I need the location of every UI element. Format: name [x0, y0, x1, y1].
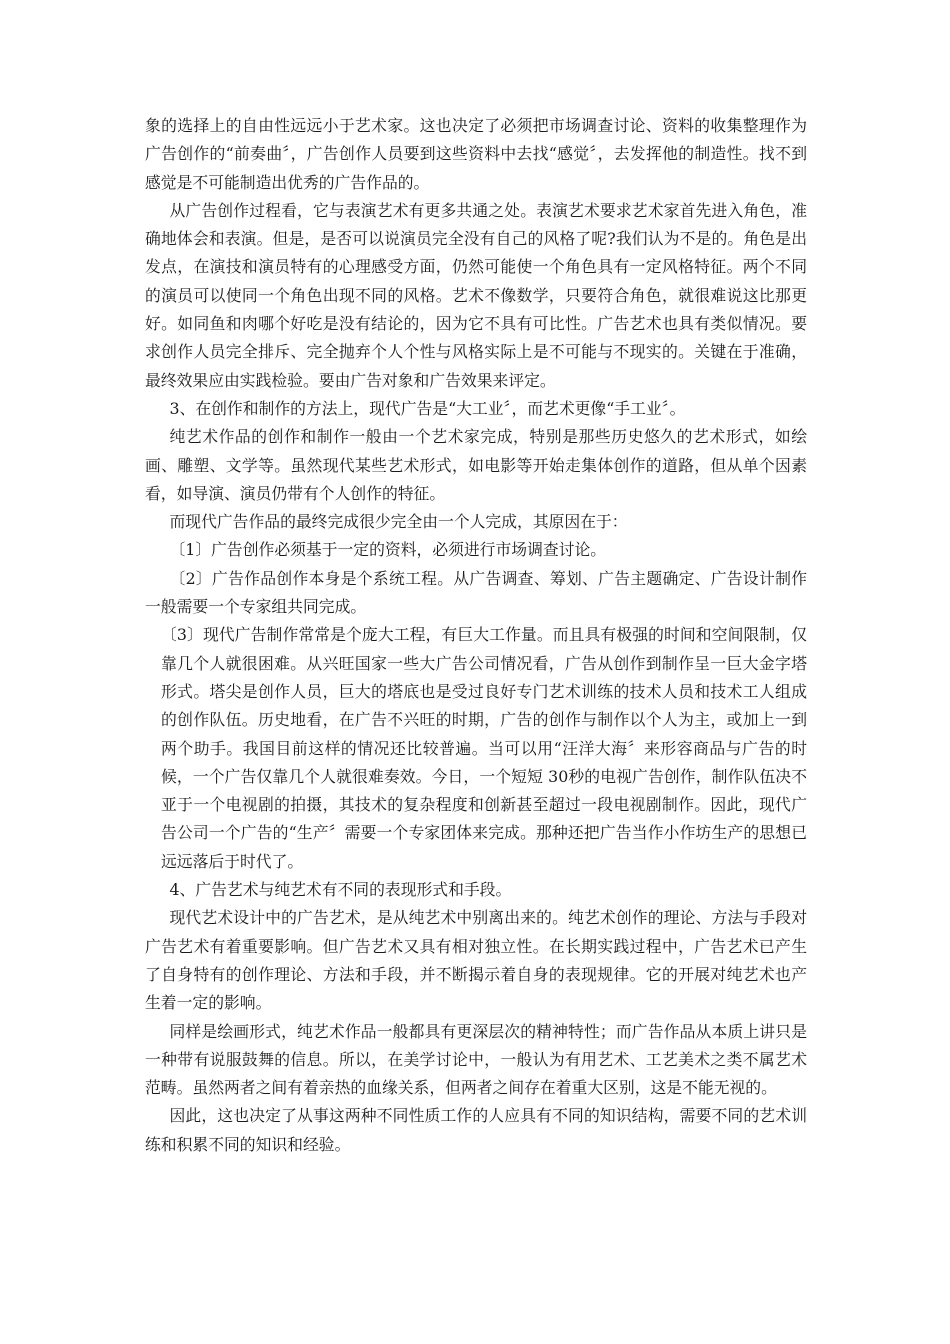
list-item: 〔2〕广告作品创作本身是个系统工程。从广告调查、筹划、广告主题确定、广告设计制作一般需要一个专家组共同完成。 [145, 568, 807, 617]
list-item: 〔3〕现代广告制作常常是个庞大工程，有巨大工作量。而且具有极强的时间和空间限制，仅靠几个人就很困难。从兴旺国家一些大广告公司情况看，广告从创作到制作呈一巨大金字塔形式。塔尖是创作人员，巨大的塔底也是受过良好专门艺术训练的技术人员和技术工人组成的创作队伍。历史地看，在广告不兴旺的时期，广告的创作与制作以个人为主，或加上一到两个助手。我国目前这样的情况还比较普遍。当可以用“汪洋大海〞来形容商品与广告的时候，一个广告仅靠几个人就很难奏效。今日，一个短短 30秒的电视广告创作，制作队伍决不亚于一个电视剧的拍摄，其技术的复杂程度和创新甚至超过一段电视剧制作。因此，现代广告公司一个广告的“生产〞需要一个专家团体来完成。那种还把广告当作小作坊生产的思想已远远落后于时代了。 [161, 625, 807, 871]
list-item: 〔1〕广告创作必须基于一定的资料，必须进行市场调查讨论。 [169, 540, 607, 560]
paragraph: 因此，这也决定了从事这两种不同性质工作的人应具有不同的知识结构，需要不同的艺术训练和积累不同的知识和经验。 [145, 1106, 807, 1154]
paragraph: 纯艺术作品的创作和制作一般由一个艺术家完成，特别是那些历史悠久的艺术形式，如绘画、雕塑、文学等。虽然现代某些艺术形式，如电影等开始走集体创作的道路，但从单个因素看，如导演、演员仍带有个人创作的特征。 [145, 427, 807, 503]
paragraph: 同样是绘画形式，纯艺术作品一般都具有更深层次的精神特性；而广告作品从本质上讲只是一种带有说服鼓舞的信息。所以，在美学讨论中，一般认为有用艺术、工艺美术之类不属艺术范畴。虽然两者之间有着亲热的血缘关系，但两者之间存在着重大区别，这是不能无视的。 [145, 1021, 807, 1098]
paragraph: 3、在创作和制作的方法上，现代广告是“大工业〞，而艺术更像“手工业〞。 [169, 398, 686, 418]
paragraph: 象的选择上的自由性远远小于艺术家。这也决定了必须把市场调查讨论、资料的收集整理作为广告创作的“前奏曲〞，广告创作人员要到这些资料中去找“感觉〞，去发挥他的制造性。找不到感觉是不可能制造出优秀的广告作品的。 [145, 116, 807, 192]
section-heading: 4、广告艺术与纯艺术有不同的表现形式和手段。 [169, 880, 512, 900]
paragraph: 现代艺术设计中的广告艺术，是从纯艺术中别离出来的。纯艺术创作的理论、方法与手段对广告艺术有着重要影响。但广告艺术又具有相对独立性。在长期实践过程中，广告艺术已产生了自身特有的创作理论、方法和手段，并不断揭示着自身的表现规律。它的开展对纯艺术也产生着一定的影响。 [145, 908, 807, 1013]
document-body [145, 112, 807, 1159]
paragraph: 而现代广告作品的最终完成很少完全由一个人完成，其原因在于： [169, 512, 628, 532]
paragraph: 从广告创作过程看，它与表演艺术有更多共通之处。表演艺术要求艺术家首先进入角色，准确地体会和表演。但是，是否可以说演员完全没有自己的风格了呢?我们认为不是的。角色是出发点，在演技和演员特有的心理感受方面，仍然可能使一个角色具有一定风格特征。两个不同的演员可以使同一个角色出现不同的风格。艺术不像数学，只要符合角色，就很难说这比那更好。如同鱼和肉哪个好吃是没有结论的，因为它不具有可比性。广告艺术也具有类似情况。要求创作人员完全排斥、完全抛弃个人个性与风格实际上是不可能与不现实的。关键在于准确，最终效果应由实践检验。要由广告对象和广告效果来评定。 [145, 200, 807, 390]
